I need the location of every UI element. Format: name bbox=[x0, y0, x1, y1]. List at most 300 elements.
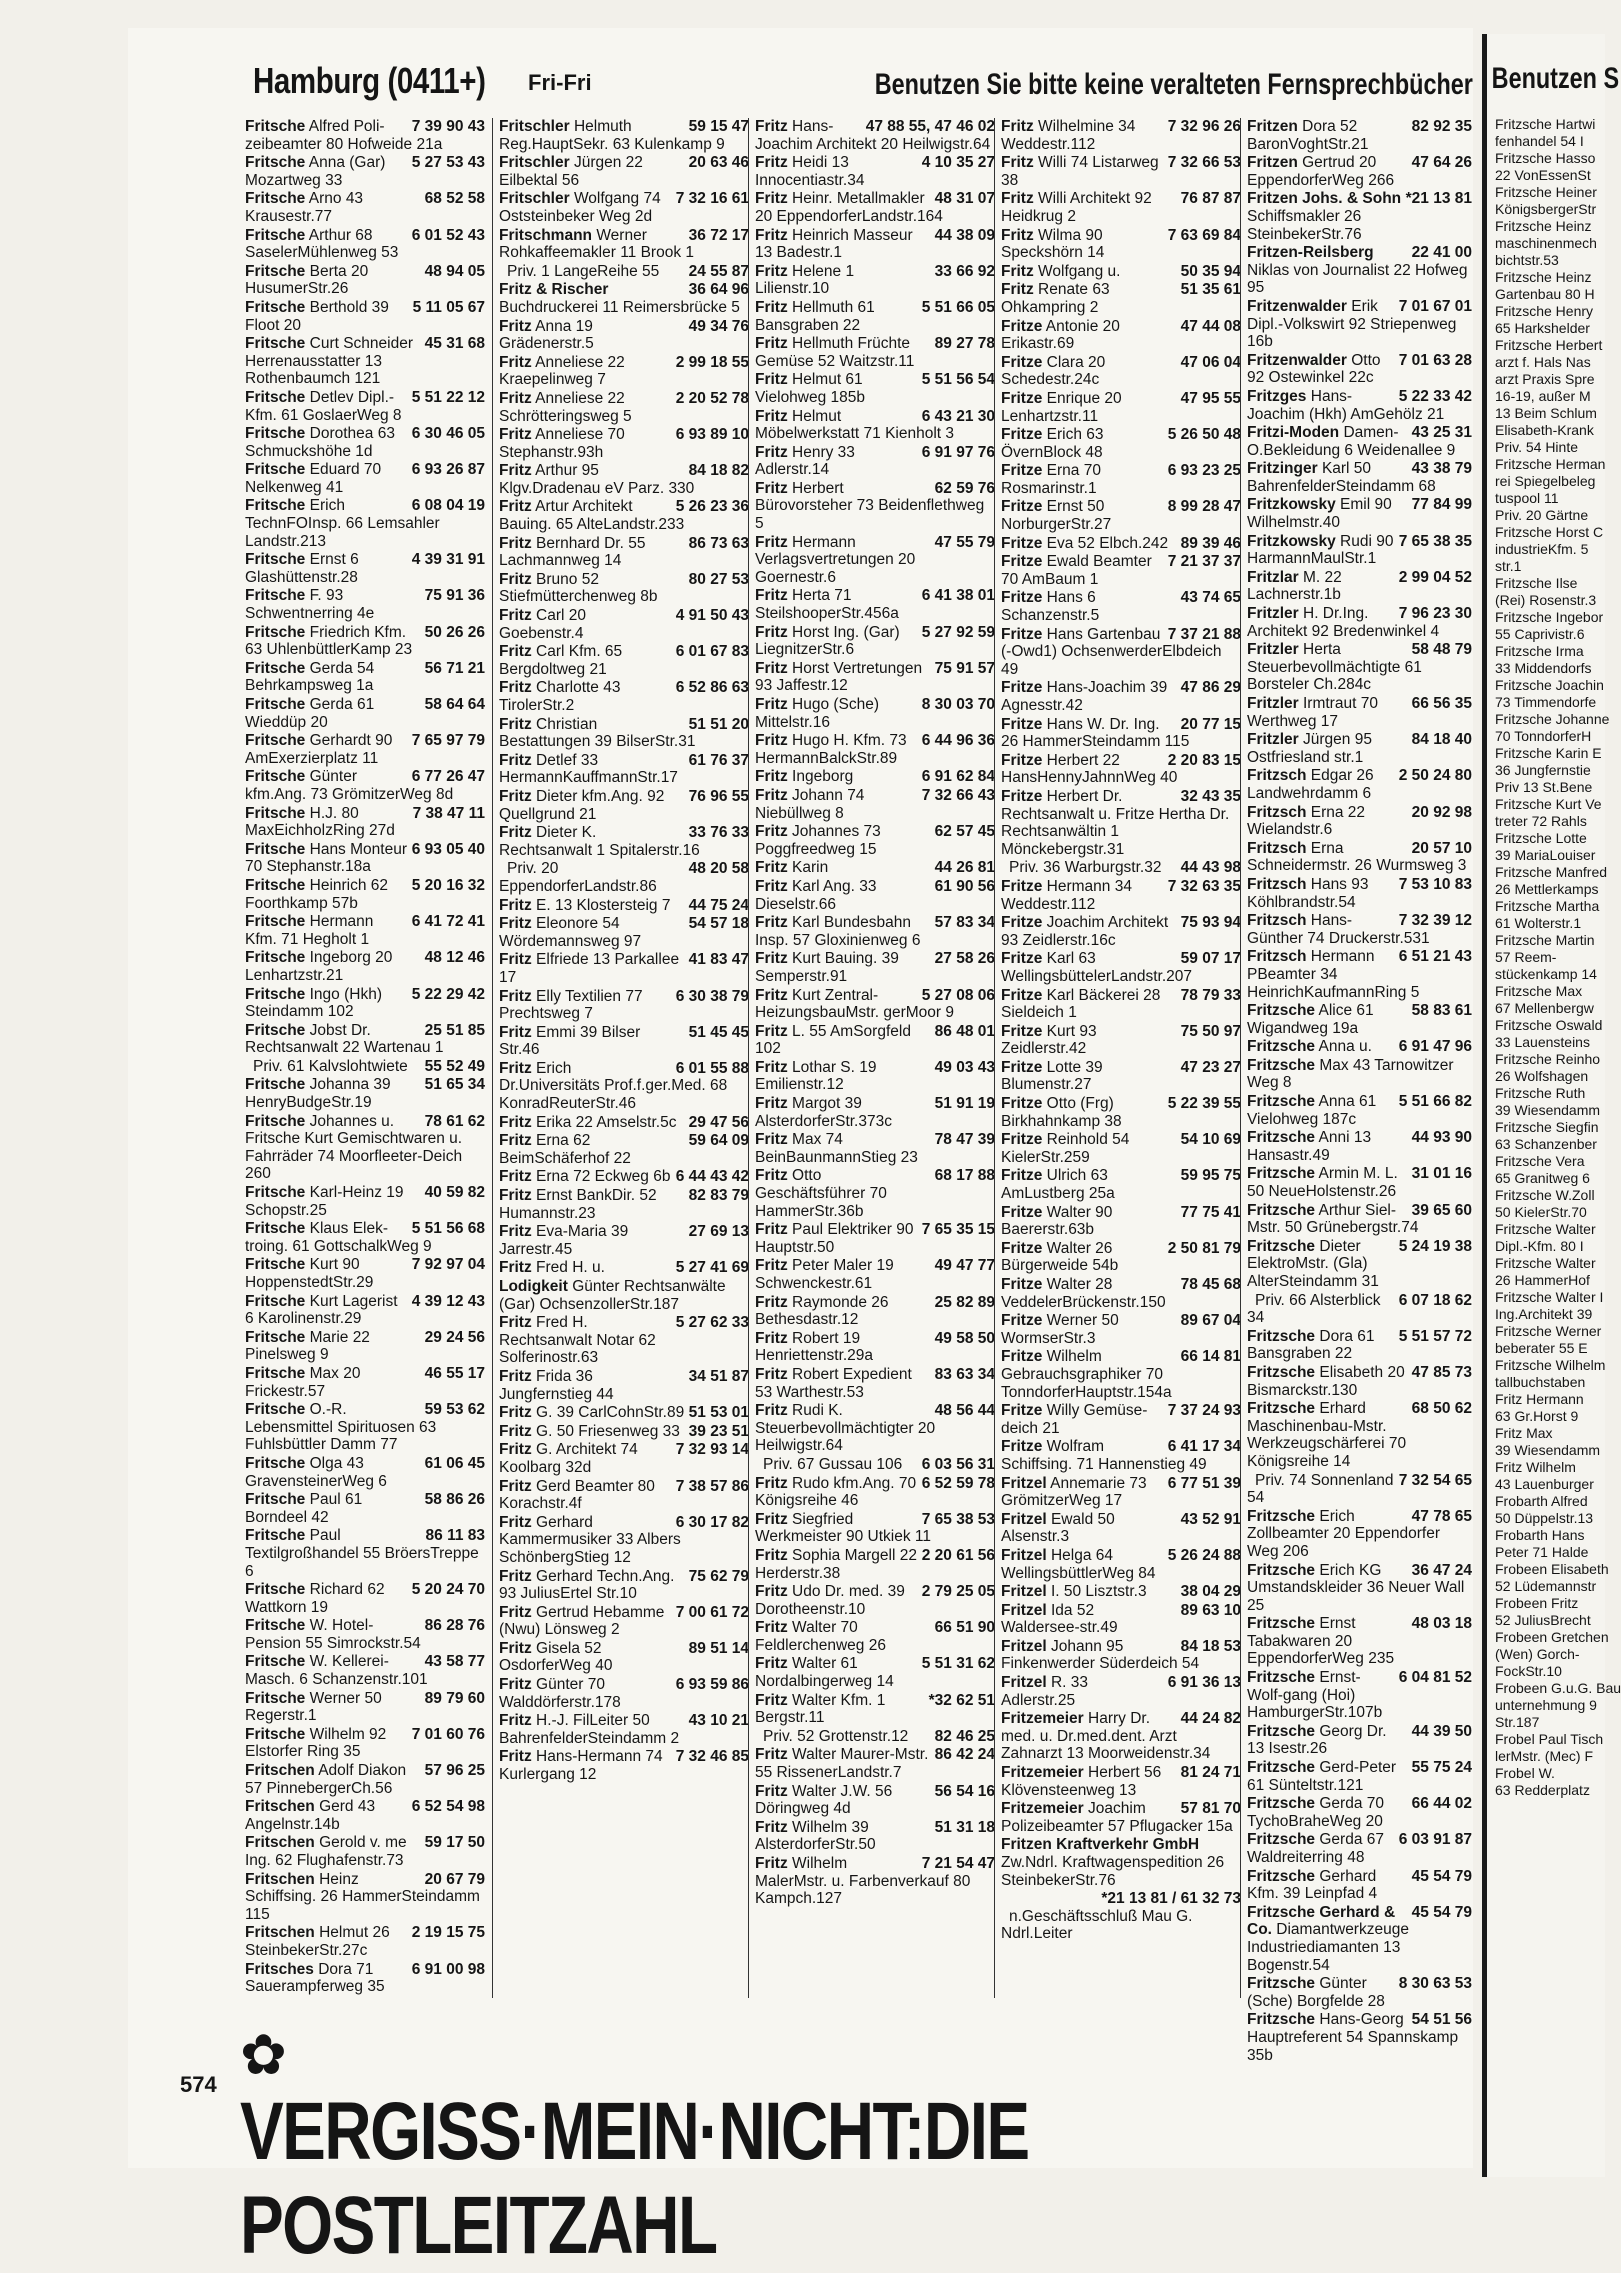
directory-entry bbox=[1001, 553, 1241, 588]
directory-entry bbox=[499, 1514, 749, 1567]
entry-details: Priv. 74 Sonnenland 54 bbox=[1247, 1471, 1394, 1507]
phone-number: 24 55 87 bbox=[688, 262, 749, 280]
entry-details: Dieter ElektroMstr. (Gla) AlterSteindamm 31 bbox=[1247, 1237, 1379, 1290]
entry-details: Lotte 39 Blumenstr.27 bbox=[1001, 1058, 1103, 1094]
phone-number: *32 62 51 bbox=[928, 1691, 995, 1709]
adjacent-entry-fragment: fenhandel 54 I bbox=[1495, 133, 1584, 149]
entry-details: Eleonore 54 Wördemannsweg 97 bbox=[499, 915, 642, 950]
entry-surname: Fritschen bbox=[245, 1798, 315, 1816]
phone-number: 62 59 76 bbox=[934, 479, 995, 497]
entry-surname: Fritze bbox=[1001, 1131, 1043, 1149]
entry-surname: Fritz bbox=[755, 479, 788, 497]
forget-me-not-icon: ✿ bbox=[240, 2023, 287, 2086]
phone-number: 46 55 17 bbox=[424, 1364, 485, 1382]
entry-details: Kurt Bauing. 39 Semperstr.91 bbox=[755, 950, 899, 985]
directory-column-5 bbox=[1240, 118, 1472, 2064]
phone-number: 36 72 17 bbox=[688, 226, 749, 244]
phone-number: 66 14 81 bbox=[1180, 1348, 1241, 1366]
directory-entry bbox=[499, 1024, 749, 1059]
banner-text: VERGISS·MEIN·NICHT:DIE POSTLEITZAHL bbox=[240, 2086, 1029, 2271]
entry-details: Hugo (Sche) Mittelstr.16 bbox=[755, 696, 880, 731]
entry-surname: Fritze bbox=[1001, 426, 1043, 444]
entry-surname: Fritzemeier bbox=[1001, 1710, 1084, 1728]
phone-number: 58 86 26 bbox=[424, 1491, 485, 1509]
directory-entry bbox=[1247, 1615, 1472, 1668]
entry-details: Dieter K. Rechtsanwalt 1 Spitalerstr.16 bbox=[499, 824, 700, 859]
directory-entry bbox=[245, 1220, 485, 1255]
entry-details: Olga 43 GravensteinerWeg 6 bbox=[245, 1454, 387, 1490]
entry-surname: Fritz bbox=[755, 443, 788, 461]
entry-details: Helmut 61 Vielohweg 185b bbox=[755, 371, 866, 406]
entry-details: Berta 20 HusumerStr.26 bbox=[245, 262, 369, 298]
directory-entry bbox=[245, 118, 485, 153]
entry-details: Gerhard Techn.Ang. 93 JuliusErtel Str.10 bbox=[499, 1567, 675, 1603]
entry-surname: Fritz bbox=[755, 1818, 788, 1836]
phone-number: 7 32 66 53 bbox=[1167, 154, 1241, 172]
phone-number: 39 23 51 bbox=[688, 1422, 749, 1440]
entry-surname: Fritze bbox=[1001, 1058, 1043, 1076]
entry-details: Hans W. Dr. Ing. 26 HammerSteindamm 115 bbox=[1001, 715, 1190, 751]
adjacent-entry-fragment: 63 Redderplatz bbox=[1495, 1782, 1590, 1798]
phone-number: 49 03 43 bbox=[934, 1058, 995, 1076]
directory-entry bbox=[755, 624, 995, 659]
entry-details: Henry 33 Adlerstr.14 bbox=[755, 443, 855, 479]
directory-entry bbox=[755, 1583, 995, 1618]
phone-number: 82 46 25 bbox=[934, 1727, 995, 1745]
directory-entry bbox=[1247, 1238, 1472, 1291]
directory-entry bbox=[755, 534, 995, 587]
entry-surname: Fritzsche bbox=[1247, 1507, 1316, 1525]
entry-surname: Fritzenwalder bbox=[1247, 351, 1347, 369]
adjacent-entry-fragment: Fritzsche Heiner bbox=[1495, 184, 1597, 200]
entry-surname: Fritsche bbox=[245, 1491, 306, 1509]
entry-details: Johann 74 Niebüllweg 8 bbox=[755, 786, 865, 822]
adjacent-entry-fragment: 39 MariaLouiser bbox=[1495, 847, 1596, 863]
adjacent-entry-fragment: 22 VonEssenSt bbox=[1495, 167, 1591, 183]
phone-number: 2 20 61 56 bbox=[921, 1546, 995, 1564]
entry-details: Gerda 70 TychoBraheWeg 20 bbox=[1247, 1795, 1385, 1830]
entry-surname: Fritz bbox=[499, 1132, 532, 1150]
directory-entry bbox=[499, 227, 749, 262]
phone-number: 55 52 49 bbox=[424, 1057, 485, 1075]
phone-number: 6 91 97 76 bbox=[921, 443, 995, 461]
adjacent-entry-fragment: FockStr.10 bbox=[1495, 1663, 1562, 1679]
entry-details: Max 43 Tarnowitzer Weg 8 bbox=[1247, 1056, 1454, 1092]
entry-details: Gerd 43 Angelnstr.14b bbox=[245, 1798, 376, 1833]
adjacent-entry-fragment: Peter 71 Halde bbox=[1495, 1544, 1589, 1560]
entry-surname: Fritsche bbox=[245, 1617, 306, 1635]
entry-details: Paul Textilgroßhandel 55 BröersTreppe 6 bbox=[245, 1527, 479, 1580]
directory-entry bbox=[245, 227, 485, 262]
phone-number: 5 20 24 70 bbox=[411, 1581, 485, 1599]
directory-entry bbox=[1001, 1438, 1241, 1473]
phone-number: 6 30 46 05 bbox=[411, 425, 485, 443]
entry-surname: Fritz bbox=[499, 1223, 532, 1241]
directory-entry bbox=[1001, 1836, 1241, 1889]
entry-details: Charlotte 43 TirolerStr.2 bbox=[499, 679, 621, 714]
phone-number: 7 39 90 43 bbox=[411, 118, 485, 135]
entry-surname: Fritsche bbox=[245, 840, 306, 858]
adjacent-entry-fragment: beberater 55 E bbox=[1495, 1340, 1588, 1356]
phone-number: 89 39 46 bbox=[1180, 534, 1241, 552]
entry-details: Margot 39 AlsterdorferStr.373c bbox=[755, 1095, 892, 1130]
entry-surname: Fritzemeier bbox=[1001, 1764, 1084, 1782]
directory-entry bbox=[499, 716, 749, 751]
phone-number: 7 38 47 11 bbox=[412, 804, 485, 822]
entry-details: Hans 6 Schanzenstr.5 bbox=[1001, 589, 1100, 625]
phone-number: 6 93 23 25 bbox=[1167, 462, 1241, 480]
entry-surname: Fritz bbox=[499, 987, 532, 1005]
entry-surname: Fritze bbox=[1001, 534, 1043, 552]
directory-entry bbox=[1001, 1475, 1241, 1510]
entry-surname: Fritz bbox=[755, 226, 788, 244]
entry-surname: Fritzsche bbox=[1247, 1722, 1316, 1740]
phone-number: 78 45 68 bbox=[1180, 1276, 1241, 1293]
phone-number: 4 91 50 43 bbox=[675, 607, 749, 625]
entry-surname: Fritzsche bbox=[1247, 1867, 1316, 1885]
directory-entry bbox=[755, 1619, 995, 1654]
entry-surname: Fritz bbox=[755, 986, 788, 1004]
entry-details: Hans-Joachim 39 Agnesstr.42 bbox=[1001, 679, 1168, 714]
adjacent-entry-fragment: Fritzsche Reinho bbox=[1495, 1051, 1601, 1067]
phone-number: 6 52 54 98 bbox=[411, 1798, 485, 1816]
entry-surname: Fritzsche bbox=[1247, 1975, 1316, 1993]
phone-number: 7 32 16 61 bbox=[675, 190, 749, 208]
phone-number: 31 01 16 bbox=[1411, 1165, 1472, 1183]
phone-number: 86 42 24 bbox=[934, 1746, 995, 1764]
entry-details: Karin bbox=[792, 859, 829, 877]
phone-number: 29 47 56 bbox=[688, 1113, 749, 1131]
phone-number: 5 27 92 59 bbox=[921, 623, 995, 641]
directory-entry bbox=[755, 335, 995, 370]
entry-details: R. 33 Adlerstr.25 bbox=[1001, 1674, 1089, 1709]
entry-details: Emil 90 Wilhelmstr.40 bbox=[1247, 496, 1392, 532]
adjacent-entry-fragment: Fritzsche Kurt Ve bbox=[1495, 796, 1602, 812]
entry-details: Robert Expedient 53 Warthestr.53 bbox=[755, 1365, 912, 1401]
entry-surname: Fritz bbox=[499, 1259, 532, 1277]
entry-details: Jürgen 95 Ostfriesland str.1 bbox=[1247, 731, 1372, 766]
entry-surname: Fritsche bbox=[245, 1689, 306, 1707]
directory-entry bbox=[245, 1256, 485, 1291]
entry-details: Berthold 39 Floot 20 bbox=[245, 298, 389, 334]
entry-details: Georg Dr. 13 Isestr.26 bbox=[1247, 1722, 1387, 1758]
phone-number: 4 39 31 91 bbox=[411, 551, 485, 569]
phone-number: 20 67 79 bbox=[424, 1870, 485, 1888]
phone-number: 86 28 76 bbox=[424, 1617, 485, 1635]
entry-surname: Fritzsche bbox=[1247, 1056, 1316, 1074]
directory-entry bbox=[245, 877, 485, 912]
entry-surname: Fritzi-Moden bbox=[1247, 424, 1340, 442]
entry-details: Fred H. Rechtsanwalt Notar 62 Solferinostr.63 bbox=[499, 1314, 656, 1367]
adjacent-page-header: Benutzen S bbox=[1491, 62, 1620, 95]
phone-number: 6 01 55 88 bbox=[675, 1059, 749, 1077]
phone-number: 41 83 47 bbox=[688, 951, 749, 969]
entry-surname: Fritsche bbox=[245, 1220, 306, 1238]
entry-surname: Fritze bbox=[1001, 950, 1043, 968]
entry-details: Gerda 67 Waldreiterring 48 bbox=[1247, 1831, 1385, 1866]
entry-surname: Fritschler bbox=[499, 154, 570, 172]
entry-surname: Fritze bbox=[1001, 1312, 1043, 1330]
directory-entry bbox=[755, 1167, 995, 1220]
phone-number: 7 01 60 76 bbox=[411, 1725, 485, 1743]
directory-entry bbox=[245, 1113, 485, 1183]
entry-surname: Fritzsche bbox=[1247, 1129, 1316, 1147]
entry-details: Gerda 61 Wieddüp 20 bbox=[245, 696, 375, 731]
directory-entry bbox=[1001, 1167, 1241, 1202]
entry-details: Udo Dr. med. 39 Dorotheenstr.10 bbox=[755, 1583, 905, 1618]
entry-surname: Fritz bbox=[499, 1603, 532, 1621]
phone-number: 68 17 88 bbox=[934, 1167, 995, 1185]
entry-details: Emmi 39 Bilser Str.46 bbox=[499, 1023, 641, 1059]
entry-surname: Fritzsche bbox=[1247, 1561, 1316, 1579]
entry-details: Marie 22 Pinelsweg 9 bbox=[245, 1328, 370, 1364]
entry-surname: Fritsche bbox=[245, 1292, 306, 1310]
phone-number: 6 91 62 84 bbox=[921, 768, 995, 786]
directory-entry bbox=[755, 859, 995, 877]
directory-entry bbox=[755, 1095, 995, 1130]
directory-entry bbox=[755, 263, 995, 298]
entry-surname: Fritsche bbox=[245, 1112, 306, 1130]
entry-surname: Fritze bbox=[1001, 389, 1043, 407]
entry-surname: Fritz bbox=[755, 371, 788, 389]
adjacent-entry-fragment: Fritzsche Lotte bbox=[1495, 830, 1587, 846]
entry-details: Edgar 26 Landwehrdamm 6 bbox=[1247, 767, 1374, 802]
directory-entry bbox=[755, 1855, 995, 1908]
entry-details: Enrique 20 Lenhartzstr.11 bbox=[1001, 389, 1122, 425]
entry-surname: Fritsche bbox=[245, 1454, 306, 1472]
directory-entry bbox=[1247, 460, 1472, 495]
adjacent-entry-fragment: Fritzsche Herman bbox=[1495, 456, 1606, 472]
entry-surname: Fritz bbox=[499, 951, 532, 969]
entry-details: E. 13 Klostersteig 7 bbox=[536, 896, 671, 914]
entry-surname: Fritsche bbox=[245, 1076, 306, 1094]
adjacent-entry-fragment: tallbuchstaben bbox=[1495, 1374, 1586, 1390]
entry-details: W. Hotel-Pension 55 Simrockstr.54 bbox=[245, 1617, 421, 1652]
directory-entry bbox=[499, 788, 749, 823]
directory-entry bbox=[245, 986, 485, 1021]
entry-details: Annemarie 73 GrömitzerWeg 17 bbox=[1001, 1474, 1147, 1510]
phone-number: 2 20 83 15 bbox=[1167, 751, 1241, 769]
entry-details: Jürgen 22 Eilbektal 56 bbox=[499, 154, 643, 189]
phone-number: 7 32 54 65 bbox=[1398, 1471, 1472, 1489]
entry-surname: Fritz bbox=[755, 533, 788, 551]
adjacent-entry-fragment: Fritzsche Karin E bbox=[1495, 745, 1602, 761]
header-slogan: Benutzen Sie bitte keine veralteten Fernsprechbücher bbox=[874, 68, 1473, 101]
directory-entry bbox=[755, 1547, 995, 1582]
entry-surname: Fritz bbox=[755, 407, 788, 425]
entry-surname: Fritz bbox=[755, 823, 788, 841]
directory-entry bbox=[1247, 244, 1472, 297]
postcode-banner bbox=[240, 2023, 1480, 2271]
directory-entry bbox=[1001, 1674, 1241, 1709]
directory-entry bbox=[1247, 1002, 1472, 1037]
phone-number: 45 54 79 bbox=[1411, 1903, 1472, 1921]
phone-number: 6 91 00 98 bbox=[411, 1960, 485, 1978]
directory-entry bbox=[245, 1329, 485, 1364]
directory-entry bbox=[755, 408, 995, 443]
directory-entry bbox=[1247, 1508, 1472, 1561]
entry-surname: Fritz bbox=[499, 426, 532, 444]
entry-details: Curt Schneider Herrenausstatter 13 Rothenbaumch 121 bbox=[245, 335, 414, 388]
entry-details: Kurt 93 Zeidlerstr.42 bbox=[1001, 1022, 1097, 1058]
phone-number: 89 63 10 bbox=[1180, 1601, 1241, 1619]
entry-surname: Fritsche bbox=[245, 696, 306, 713]
entry-surname: Fritzsche bbox=[1247, 1327, 1316, 1345]
directory-entry bbox=[1247, 605, 1472, 640]
entry-surname: Fritz bbox=[755, 732, 788, 750]
entry-surname: Fritsche bbox=[245, 949, 306, 967]
directory-entry bbox=[1001, 462, 1241, 497]
adjacent-entry-fragment: Fritz Max bbox=[1495, 1425, 1553, 1441]
adjacent-entry-fragment: Fritzsche Ingebor bbox=[1495, 609, 1604, 625]
entry-surname: Fritschen bbox=[245, 1762, 315, 1780]
entry-details: Priv. 67 Gussau 106 bbox=[763, 1455, 903, 1473]
entry-details: Gerhard Kammermusiker 33 Albers SchönbergStieg 12 bbox=[499, 1513, 681, 1566]
phone-number: 5 26 23 36 bbox=[675, 498, 749, 516]
adjacent-entry-fragment: 52 Lüdemannstr bbox=[1495, 1578, 1597, 1594]
entry-details: Ingeborg 20 Lenhartzstr.21 bbox=[245, 949, 393, 984]
entry-details: Heinr. Metallmakler 20 EppendorferLandstr.164 bbox=[755, 190, 943, 225]
phone-number: 47 64 26 bbox=[1411, 154, 1472, 172]
directory-entry bbox=[755, 1783, 995, 1818]
phone-number: 82 83 79 bbox=[688, 1187, 749, 1205]
adjacent-entry-fragment: 33 Middendorfs bbox=[1495, 660, 1592, 676]
directory-entry bbox=[499, 1568, 749, 1603]
directory-entry bbox=[499, 607, 749, 642]
entry-surname: Fritze bbox=[1001, 498, 1043, 516]
phone-number: 48 20 58 bbox=[688, 860, 749, 878]
directory-entry bbox=[1001, 716, 1241, 751]
entry-details: Richard 62 Wattkorn 19 bbox=[245, 1581, 385, 1616]
phone-number: 83 63 34 bbox=[934, 1365, 995, 1383]
entry-surname: Fritz bbox=[755, 1510, 788, 1528]
directory-entry bbox=[755, 1819, 995, 1854]
entry-surname: Fritz bbox=[755, 1167, 788, 1185]
entry-details: Werner 50 WormserStr.3 bbox=[1001, 1312, 1119, 1347]
entry-details: Wilhelm 39 AlsterdorferStr.50 bbox=[755, 1818, 876, 1854]
directory-entry bbox=[245, 587, 485, 622]
phone-number: 44 93 90 bbox=[1411, 1129, 1472, 1147]
entry-details: Rudo kfm.Ang. 70 Königsreihe 46 bbox=[755, 1474, 917, 1510]
directory-entry bbox=[1001, 1710, 1241, 1763]
phone-number: 48 03 18 bbox=[1411, 1615, 1472, 1633]
entry-details: Hans-Georg Hauptreferent 54 Spannskamp 35b bbox=[1247, 2011, 1459, 2064]
directory-entry bbox=[755, 1728, 995, 1746]
phone-number: 7 32 63 35 bbox=[1167, 877, 1241, 895]
adjacent-entry-fragment: Fritzsche Walter bbox=[1495, 1221, 1596, 1237]
entry-details: Werner Rohkaffeemakler 11 Brook 1 bbox=[499, 226, 695, 262]
entry-surname: Fritze bbox=[1001, 1276, 1043, 1293]
phone-number: 44 39 50 bbox=[1411, 1722, 1472, 1740]
entry-surname: Fritzsche bbox=[1247, 1795, 1316, 1813]
entry-surname: Fritz bbox=[499, 570, 532, 588]
entry-details: Arno 43 Krausestr.77 bbox=[245, 190, 364, 225]
entry-surname: Fritzel bbox=[1001, 1546, 1047, 1564]
phone-number: 48 31 07 bbox=[934, 190, 995, 208]
directory-entry bbox=[499, 263, 749, 281]
directory-entry bbox=[1247, 731, 1472, 766]
phone-number: 5 22 39 55 bbox=[1167, 1095, 1241, 1113]
entry-details: Johann 95 Finkenwerder Süderdeich 54 bbox=[1001, 1637, 1200, 1673]
entry-surname: Fritsche bbox=[245, 154, 306, 172]
entry-surname: Fritz bbox=[499, 1187, 532, 1205]
entry-surname: Fritsche bbox=[245, 623, 306, 641]
entry-details: Harry Dr. med. u. Dr.med.dent. Arzt Zahnarzt 13 Moorweidenstr.34 bbox=[1001, 1710, 1211, 1763]
entry-surname: Fritsche bbox=[245, 1401, 306, 1419]
phone-number: 44 38 09 bbox=[934, 226, 995, 244]
directory-entry bbox=[499, 1748, 749, 1783]
adjacent-entry-fragment: 65 Granitweg 6 bbox=[1495, 1170, 1590, 1186]
phone-number: 57 81 70 bbox=[1180, 1800, 1241, 1818]
phone-number: 81 24 71 bbox=[1180, 1764, 1241, 1782]
phone-number: 51 45 45 bbox=[688, 1023, 749, 1041]
entry-details: Walter Maurer-Mstr. 55 RissenerLandstr.7 bbox=[755, 1746, 929, 1782]
phone-number: 36 64 96 bbox=[688, 281, 749, 299]
entry-surname: Fritz bbox=[499, 1168, 532, 1186]
directory-entry bbox=[755, 878, 995, 913]
directory-entry bbox=[1247, 641, 1472, 694]
entry-details: Kurt Zentral-HeizungsbauMstr. gerMoor 9 bbox=[755, 986, 955, 1022]
phone-number: 76 87 87 bbox=[1180, 190, 1241, 208]
entry-surname: Fritze bbox=[1001, 625, 1043, 643]
phone-number: 58 64 64 bbox=[424, 696, 485, 713]
entry-details: Antonie 20 Erikastr.69 bbox=[1001, 317, 1120, 353]
entry-surname: Fritz bbox=[499, 1712, 532, 1730]
phone-number: 78 79 33 bbox=[1180, 986, 1241, 1004]
entry-details: Erna Schneidermstr. 26 Wurmsweg 3 bbox=[1247, 839, 1467, 875]
directory-entry bbox=[755, 1655, 995, 1690]
phone-number: 8 30 63 53 bbox=[1398, 1975, 1472, 1993]
entry-details: Karl 63 WellingsbüttelerLandstr.207 bbox=[1001, 950, 1193, 985]
phone-number: 2 99 04 52 bbox=[1398, 568, 1472, 586]
directory-entry bbox=[1247, 533, 1472, 568]
entry-details: I. 50 Lisztstr.3 bbox=[1050, 1583, 1147, 1601]
entry-surname: Lodigkeit bbox=[499, 1278, 568, 1295]
entry-details: Horst Vertretungen 93 Jaffestr.12 bbox=[755, 659, 923, 695]
directory-entry bbox=[499, 1640, 749, 1675]
directory-entry bbox=[1247, 569, 1472, 604]
adjacent-entry-fragment: 63 Schanzenber bbox=[1495, 1136, 1597, 1152]
phone-number: 7 32 46 85 bbox=[675, 1748, 749, 1766]
directory-entry bbox=[499, 951, 749, 986]
adjacent-entry-fragment: Str.187 bbox=[1495, 1714, 1540, 1730]
phone-number: 59 07 17 bbox=[1180, 950, 1241, 968]
entry-surname: Fritz bbox=[1001, 190, 1034, 208]
entry-details: Elisabeth 20 Bismarckstr.130 bbox=[1247, 1363, 1405, 1399]
adjacent-entry-fragment: lerMstr. (Mec) F bbox=[1495, 1748, 1593, 1764]
entry-surname: Fritzenwalder bbox=[1247, 297, 1347, 315]
entry-details: Walter Kfm. 1 Bergstr.11 bbox=[755, 1691, 886, 1727]
directory-entry bbox=[1001, 1023, 1241, 1058]
entry-details: Otto 92 Ostewinkel 22c bbox=[1247, 351, 1381, 387]
page-header bbox=[128, 60, 1473, 100]
entry-details: Otto Geschäftsführer 70 HammerStr.36b bbox=[755, 1167, 887, 1220]
phone-number: 4 10 35 27 bbox=[921, 154, 995, 172]
phone-number: 6 01 67 83 bbox=[675, 643, 749, 661]
directory-entry bbox=[245, 335, 485, 388]
directory-entry bbox=[499, 1604, 749, 1639]
directory-entry bbox=[1001, 878, 1241, 913]
adjacent-entry-fragment: Fritzsche Walter I bbox=[1495, 1289, 1604, 1305]
phone-number: 7 21 37 37 bbox=[1167, 553, 1241, 571]
entry-surname: Fritz bbox=[755, 877, 788, 895]
entry-details: Carl 20 Goebenstr.4 bbox=[499, 607, 586, 642]
directory-entry bbox=[499, 897, 749, 915]
phone-number: 47 86 29 bbox=[1180, 679, 1241, 697]
entry-surname: Fritschen bbox=[245, 1870, 315, 1888]
entry-details: Ernst BankDir. 52 Humannstr.23 bbox=[499, 1187, 657, 1222]
entry-details: Hermann Kfm. 71 Hegholt 1 bbox=[245, 913, 374, 948]
